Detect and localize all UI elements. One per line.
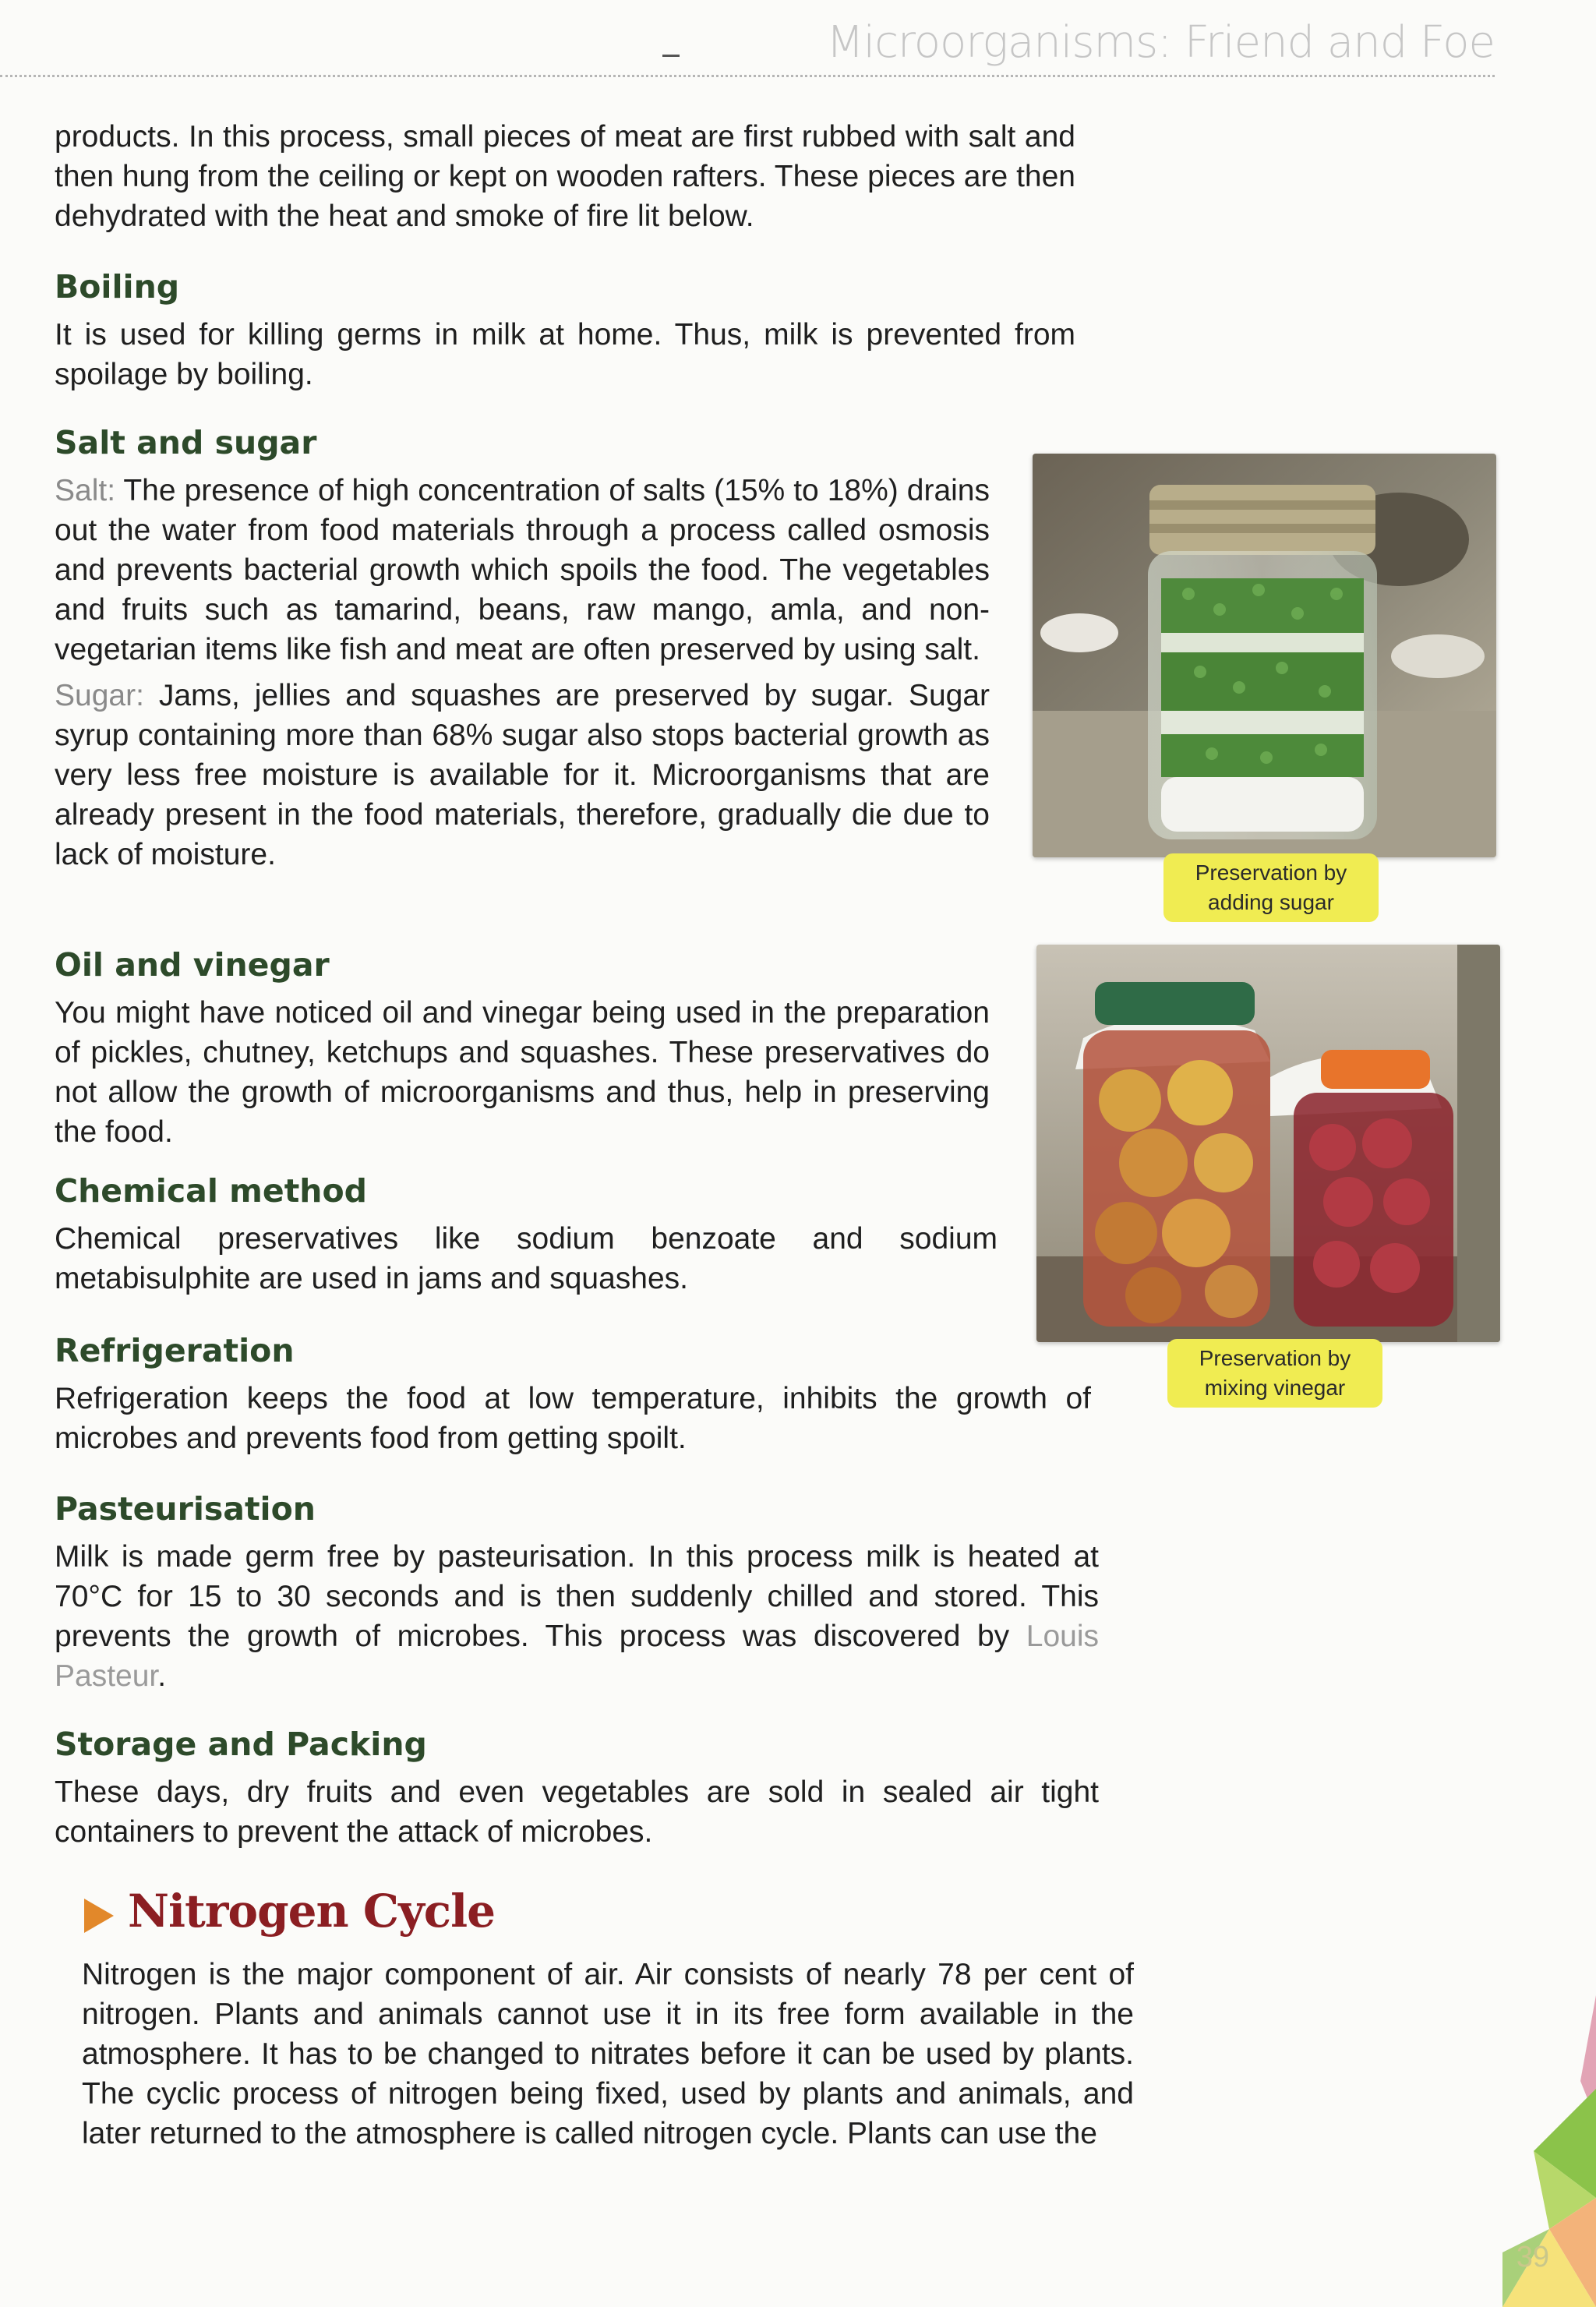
chemical-heading: Chemical method [55, 1172, 367, 1210]
sugar-paragraph [55, 676, 990, 874]
louis-pasteur-name: Louis Pasteur [55, 1620, 1099, 1693]
storage-heading: Storage and Packing [55, 1726, 427, 1763]
salt-sugar-section [55, 421, 990, 881]
vinegar-jar-illustration [1036, 945, 1500, 1342]
sugar-figure-caption: Preservation by adding sugar [1163, 853, 1379, 922]
pasteurisation-heading: Pasteurisation [55, 1490, 316, 1528]
header-divider [0, 75, 1495, 77]
sugar-jar-photo [1033, 454, 1496, 857]
vinegar-figure-caption: Preservation by mixing vinegar [1167, 1339, 1382, 1408]
boiling-heading: Boiling [55, 268, 180, 306]
pasteurisation-text: Milk is made germ free by pasteurisation. In this process milk is heated at 70°C for 15 to 30 seconds and is then suddenly chilled and stored. This prevents the growth of microbes. This process was discovered by [55, 1540, 1099, 1653]
intro-paragraph: products. In this process, small pieces of meat are first rubbed with salt and then hung from the ceiling or kept on wooden rafters. These pieces are then dehydrated with the heat and smoke of fire lit below. [55, 120, 1075, 233]
nitrogen-paragraph: Nitrogen is the major component of air. Air consists of nearly 78 per cent of nitrogen. Plants and animals cannot use it in its free form available in the atmosphere. It has to be changed to nitrates before it can be used by plants. The cyclic process of nitrogen being fixed, used by plants and animals, and later returned to the atmosphere is called nitrogen cycle. Plants can use the [82, 1958, 1134, 2150]
running-title: Microorganisms: Friend and Foe [826, 17, 1495, 68]
oil-vinegar-paragraph: You might have noticed oil and vinegar being used in the preparation of pickles, chutney, ketchups and squashes. These preservatives do not allow the growth of microorganisms and thus, help in preserving the food. [55, 996, 990, 1149]
salt-text: The presence of high concentration of salts (15% to 18%) drains out the water from food materials through a process called osmosis and prevents bacterial growth which spoils the food. The vegetables and fruits such as tamarind, beans, raw mango, amla, and non-vegetarian items like fish and meat are often preserved by using salt. [55, 474, 990, 666]
refrigeration-paragraph: Refrigeration keeps the food at low temperature, inhibits the growth of microbes and prevents food from getting spoilt. [55, 1382, 1091, 1455]
intro-block [55, 117, 1075, 242]
vinegar-jar-photo [1036, 945, 1500, 1342]
salt-sugar-heading: Salt and sugar [55, 424, 317, 461]
page-number: 39 [1516, 2241, 1549, 2273]
refrigeration-section [55, 1329, 1091, 1464]
pasteurisation-tail: . [157, 1659, 167, 1693]
boiling-section [55, 265, 1075, 401]
nitrogen-heading: Nitrogen Cycle [128, 1885, 496, 1938]
chemical-section [55, 1169, 998, 1305]
section-arrow-icon [84, 1899, 114, 1933]
storage-paragraph: These days, dry fruits and even vegetables are sold in sealed air tight containers to prevent the attack of microbes. [55, 1775, 1099, 1849]
header-mark [662, 55, 680, 57]
pasteurisation-paragraph [55, 1537, 1099, 1696]
oil-vinegar-heading: Oil and vinegar [55, 946, 330, 984]
oil-vinegar-section [55, 943, 990, 1158]
sugar-text: Jams, jellies and squashes are preserved by sugar. Sugar syrup containing more than 68% sugar also stops bacterial growth as very less free moisture is available for it. Microorganisms that are already present in the food materials, therefore, gradually die due to lack of moisture. [55, 679, 990, 871]
nitrogen-section [82, 1955, 1134, 2160]
salt-label: Salt: [55, 474, 116, 507]
sugar-label: Sugar: [55, 679, 144, 712]
pasteurisation-section [55, 1487, 1099, 1702]
boiling-paragraph: It is used for killing germs in milk at home. Thus, milk is prevented from spoilage by boiling. [55, 318, 1075, 391]
sugar-jar-illustration [1033, 454, 1496, 857]
salt-paragraph [55, 471, 990, 669]
chemical-paragraph: Chemical preservatives like sodium benzoate and sodium metabisulphite are used in jams and squashes. [55, 1222, 998, 1295]
refrigeration-heading: Refrigeration [55, 1332, 295, 1369]
storage-section [55, 1722, 1099, 1858]
